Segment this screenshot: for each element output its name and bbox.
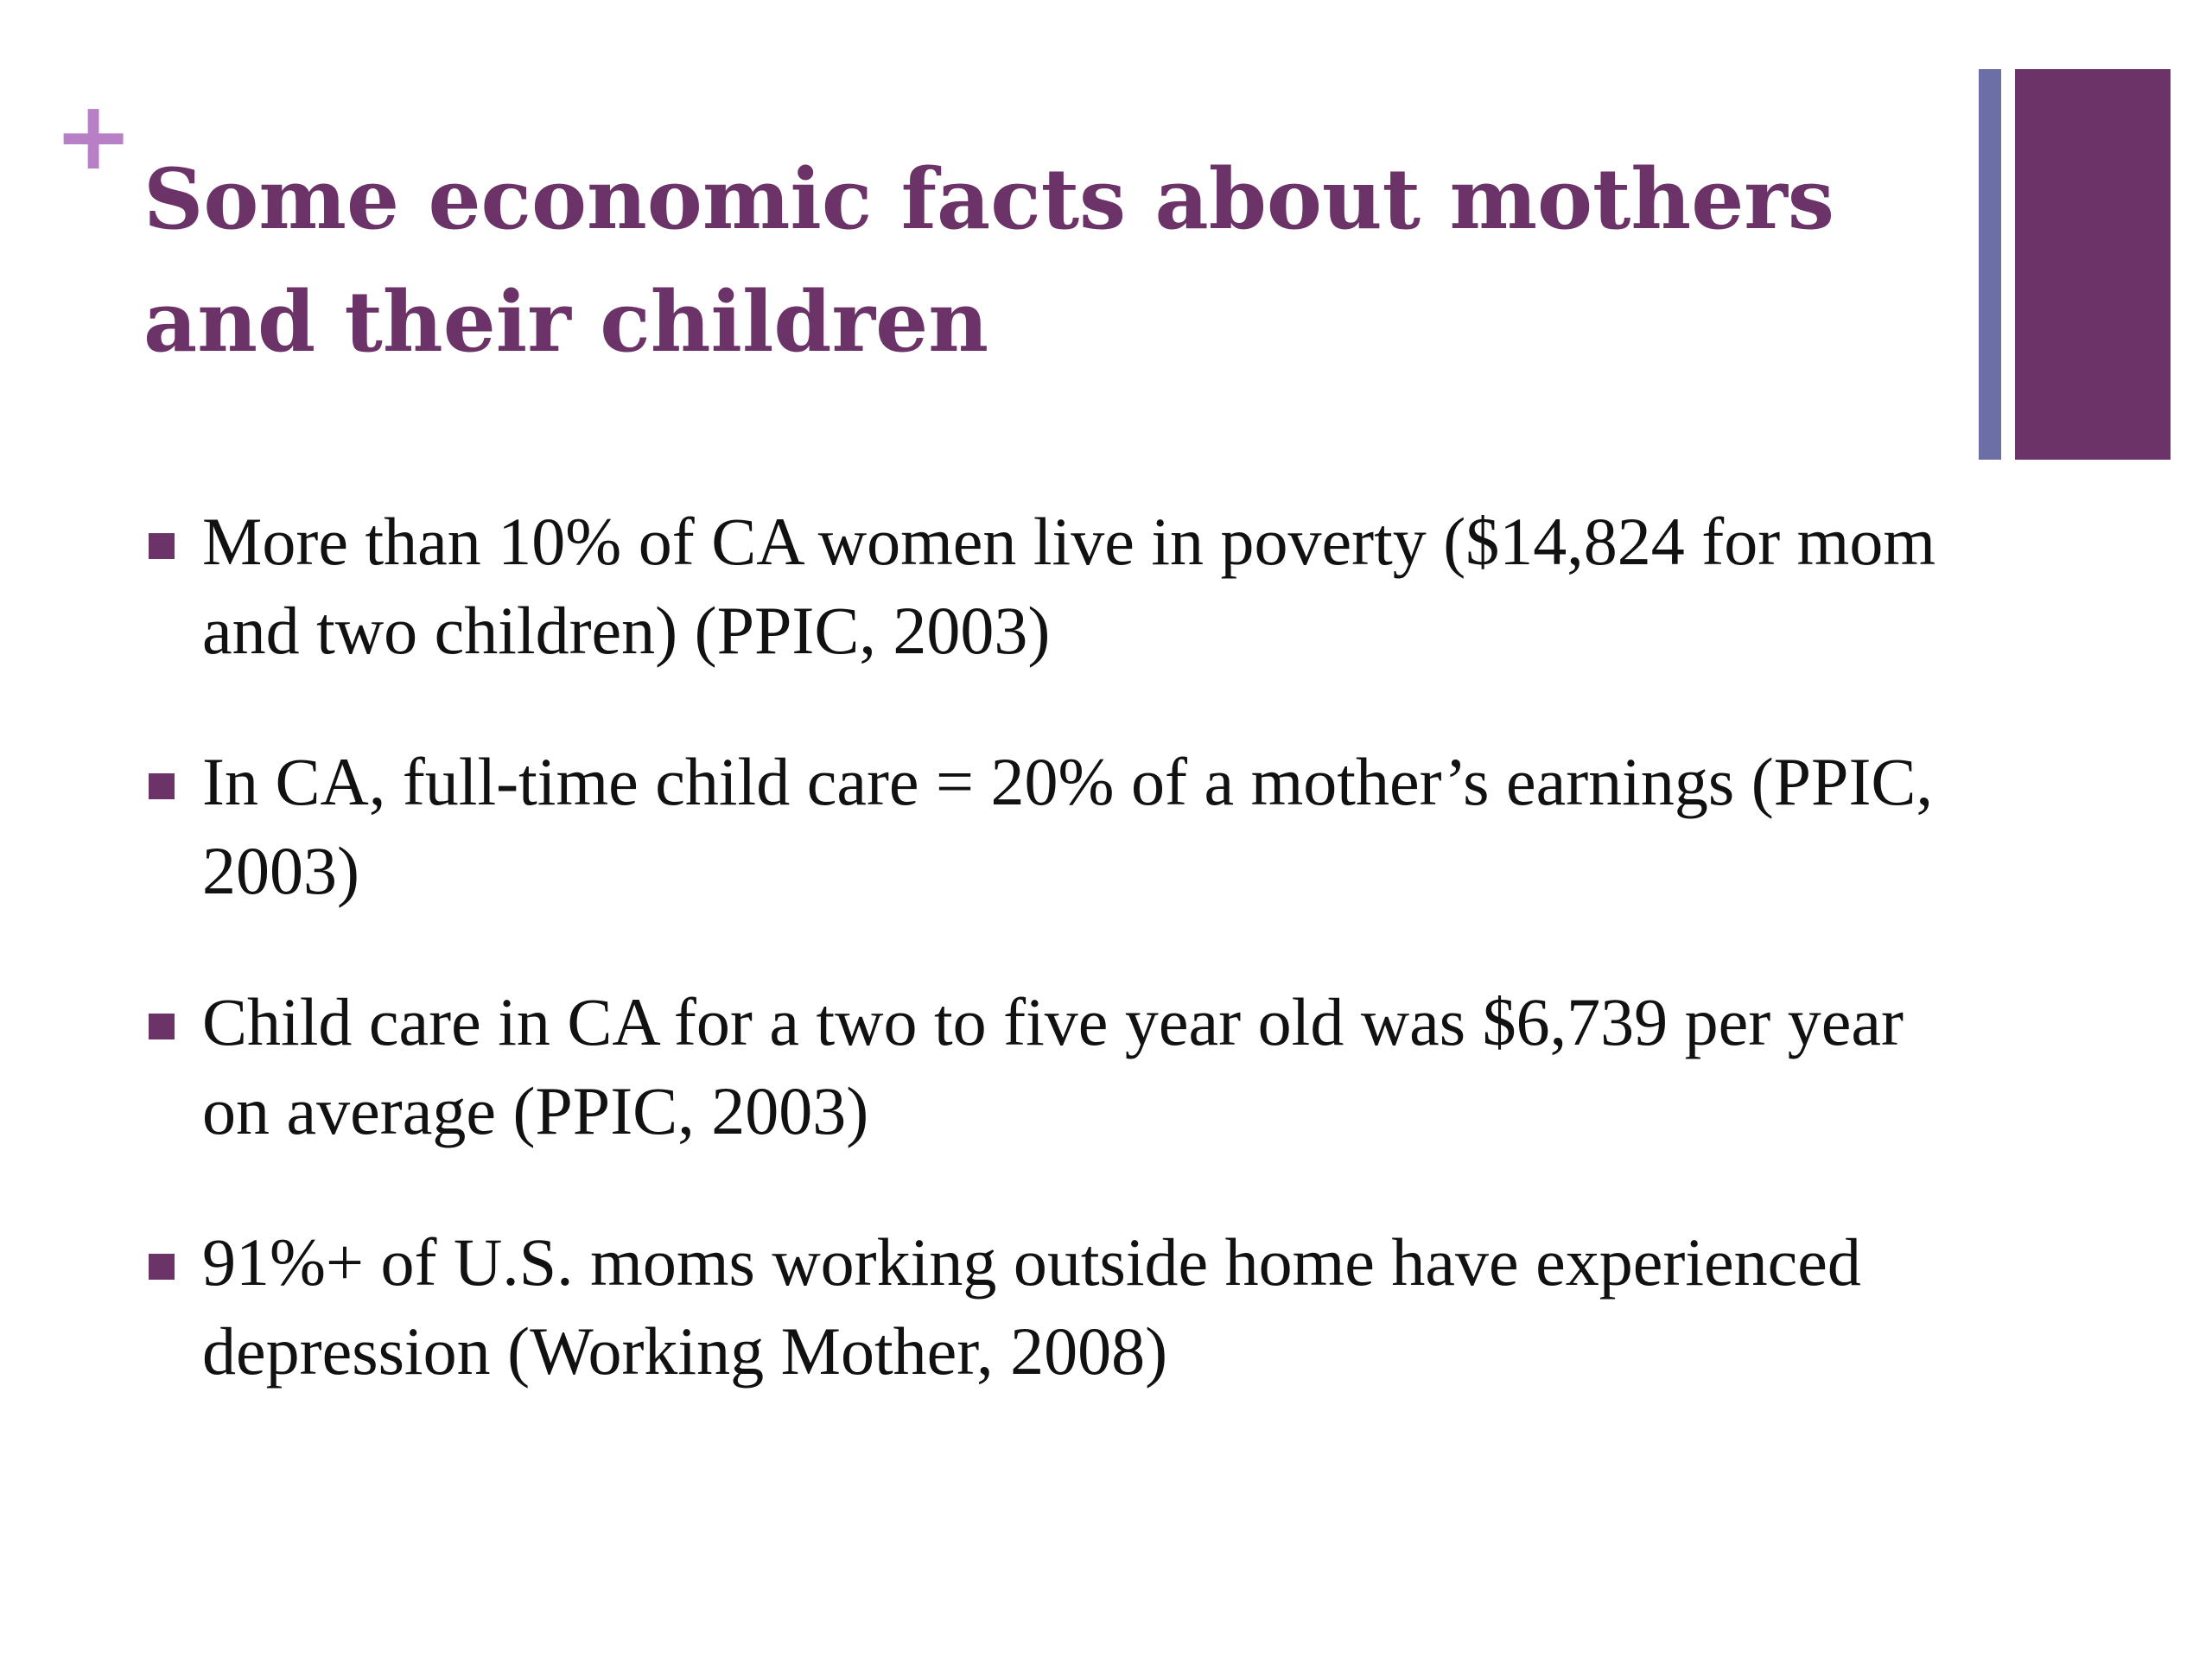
bullet-text: More than 10% of CA women live in poverty ($14,824 for mom and two children) (PPIC, 2003)	[202, 504, 1936, 668]
square-bullet-icon	[149, 1014, 175, 1039]
slide-title: Some economic facts about mothers and their children	[143, 150, 1834, 371]
bullet-item	[147, 497, 1961, 675]
bullet-list	[147, 497, 1961, 1458]
bullet-item	[147, 977, 1961, 1155]
bullet-text: In CA, full-time child care = 20% of a mother’s earnings (PPIC, 2003)	[202, 744, 1933, 908]
accent-bar-thick	[2015, 69, 2171, 460]
plus-mark: +	[54, 80, 134, 191]
square-bullet-icon	[149, 773, 175, 799]
bullet-text: 91%+ of U.S. moms working outside home have experienced depression (Working Mother, 2008)	[202, 1224, 1861, 1389]
accent-bar-thin	[1979, 69, 2001, 460]
square-bullet-icon	[149, 1254, 175, 1280]
square-bullet-icon	[149, 533, 175, 559]
bullet-item	[147, 1217, 1961, 1395]
bullet-item	[147, 737, 1961, 915]
bullet-text: Child care in CA for a two to five year old was $6,739 per year on average (PPIC, 2003)	[202, 984, 1904, 1148]
